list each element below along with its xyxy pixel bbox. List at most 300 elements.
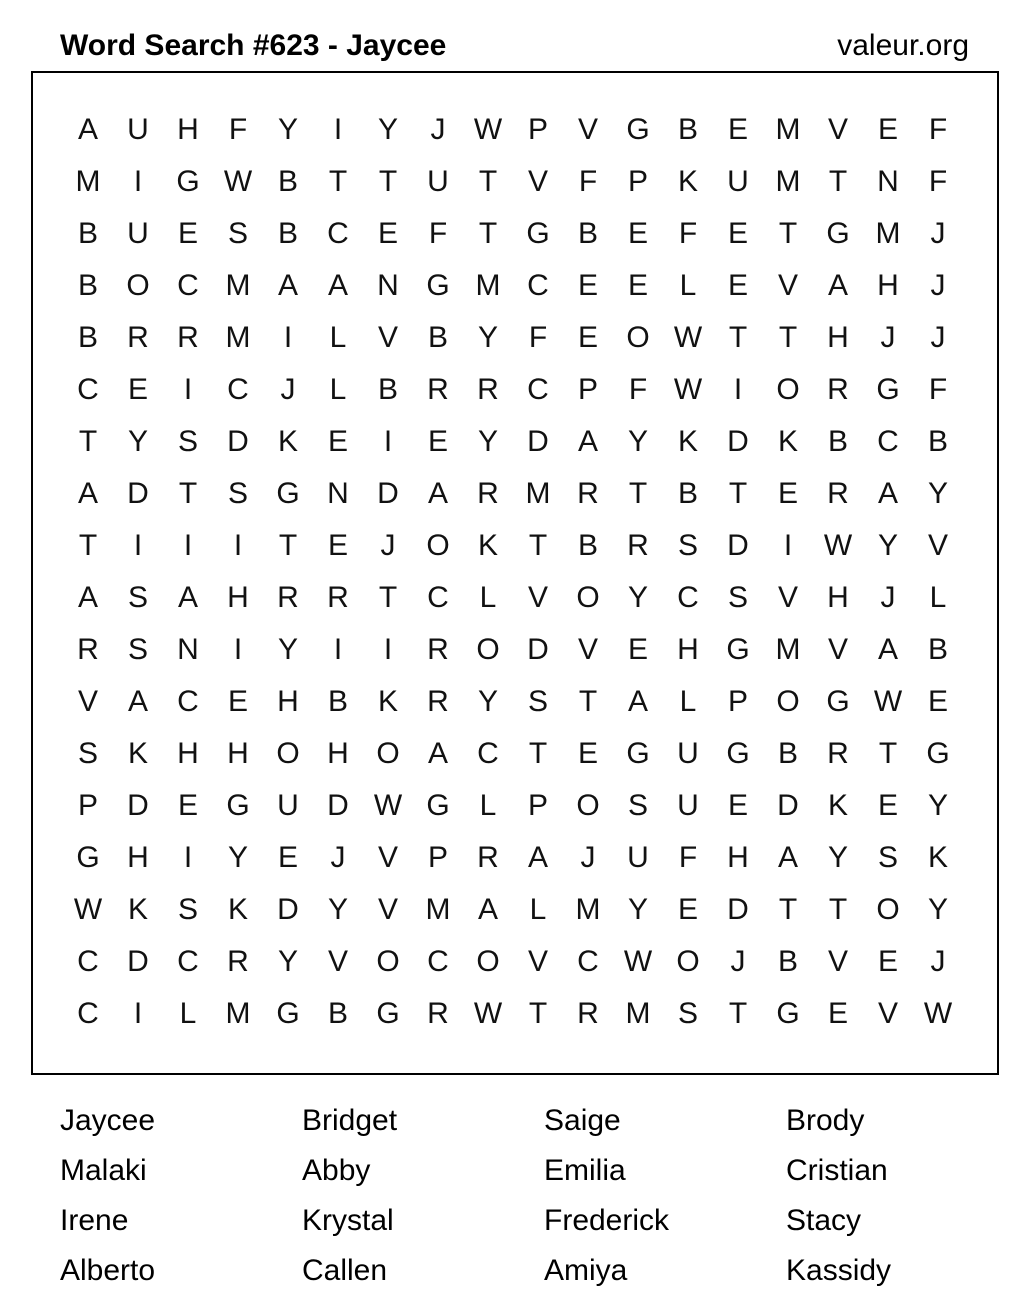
- grid-letter: T: [78, 529, 98, 562]
- grid-letter: D: [727, 893, 749, 926]
- grid-letter: D: [727, 425, 749, 458]
- grid-letter: W: [373, 789, 403, 822]
- grid-letter: H: [277, 685, 299, 718]
- grid-letter: I: [383, 633, 393, 666]
- grid-letter: T: [478, 217, 498, 250]
- grid-letter: V: [77, 685, 98, 718]
- grid-letter: R: [477, 477, 499, 510]
- grid-letter: V: [377, 841, 398, 874]
- grid-letter: I: [783, 529, 793, 562]
- grid-letter: O: [676, 945, 700, 978]
- grid-letter: I: [233, 633, 243, 666]
- grid-letter: Y: [927, 893, 948, 926]
- grid-letter: T: [628, 477, 648, 510]
- word-list-item: Kassidy: [786, 1254, 892, 1287]
- grid-letter: R: [177, 321, 199, 354]
- grid-letter: B: [277, 217, 298, 250]
- grid-letter: I: [133, 529, 143, 562]
- grid-letter: H: [227, 737, 249, 770]
- grid-letter: S: [177, 425, 198, 458]
- grid-letter: P: [577, 373, 598, 406]
- grid-letter: I: [283, 321, 293, 354]
- grid-letter: E: [577, 737, 598, 770]
- grid-letter: E: [727, 789, 748, 822]
- grid-letter: O: [476, 633, 500, 666]
- grid-letter: F: [678, 217, 698, 250]
- grid-letter: H: [877, 269, 899, 302]
- word-list-item: Irene: [60, 1204, 129, 1237]
- grid-letter: M: [525, 477, 551, 510]
- grid-letter: T: [478, 165, 498, 198]
- grid-letter: N: [327, 477, 349, 510]
- grid-letter: K: [127, 893, 148, 926]
- grid-letter: S: [527, 685, 548, 718]
- grid-letter: P: [627, 165, 648, 198]
- grid-letter: M: [225, 997, 251, 1030]
- grid-letter: S: [727, 581, 748, 614]
- grid-letter: S: [677, 529, 698, 562]
- grid-letter: C: [177, 945, 199, 978]
- grid-letter: V: [577, 633, 598, 666]
- grid-letter: V: [827, 113, 848, 146]
- grid-letter: E: [627, 217, 648, 250]
- grid-letter: R: [827, 373, 849, 406]
- grid-letter: D: [127, 477, 149, 510]
- grid-letter: M: [575, 893, 601, 926]
- grid-letter: E: [777, 477, 798, 510]
- grid-letter: A: [427, 477, 448, 510]
- grid-letter: S: [227, 477, 248, 510]
- word-list-item: Emilia: [544, 1154, 626, 1187]
- grid-letter: L: [329, 321, 347, 354]
- grid-letter: L: [479, 789, 497, 822]
- grid-letter: R: [477, 373, 499, 406]
- grid-letter: B: [777, 945, 798, 978]
- grid-letter: M: [225, 321, 251, 354]
- grid-letter: E: [227, 685, 248, 718]
- grid-letter: S: [677, 997, 698, 1030]
- grid-letter: D: [277, 893, 299, 926]
- grid-letter: E: [677, 893, 698, 926]
- grid-letter: R: [577, 477, 599, 510]
- grid-letter: W: [873, 685, 903, 718]
- grid-letter: S: [127, 633, 148, 666]
- grid-letter: B: [677, 113, 698, 146]
- grid-letter: G: [226, 789, 250, 822]
- grid-letter: T: [778, 217, 798, 250]
- grid-letter: E: [627, 269, 648, 302]
- grid-letter: O: [776, 373, 800, 406]
- grid-letter: A: [77, 113, 98, 146]
- grid-letter: T: [528, 529, 548, 562]
- grid-letter: W: [73, 893, 103, 926]
- grid-letter: E: [327, 529, 348, 562]
- grid-letter: R: [127, 321, 149, 354]
- grid-letter: B: [577, 217, 598, 250]
- grid-letter: K: [277, 425, 298, 458]
- word-list-item: Bridget: [302, 1104, 398, 1137]
- grid-letter: Y: [277, 945, 298, 978]
- grid-letter: P: [527, 113, 548, 146]
- grid-letter: F: [928, 165, 948, 198]
- grid-letter: I: [733, 373, 743, 406]
- grid-letter: I: [183, 841, 193, 874]
- grid-letter: G: [276, 477, 300, 510]
- grid-letter: T: [778, 321, 798, 354]
- grid-letter: K: [777, 425, 798, 458]
- grid-letter: H: [827, 581, 849, 614]
- grid-letter: O: [576, 581, 600, 614]
- grid-letter: R: [227, 945, 249, 978]
- grid-letter: G: [426, 269, 450, 302]
- grid-letter: O: [876, 893, 900, 926]
- grid-letter: Y: [477, 321, 498, 354]
- grid-letter: M: [475, 269, 501, 302]
- grid-letter: A: [877, 633, 898, 666]
- grid-letter: O: [626, 321, 650, 354]
- grid-letter: Y: [477, 685, 498, 718]
- grid-letter: E: [927, 685, 948, 718]
- grid-letter: I: [383, 425, 393, 458]
- grid-letter: H: [827, 321, 849, 354]
- grid-letter: C: [77, 945, 99, 978]
- grid-letter: J: [880, 321, 896, 354]
- grid-letter: V: [827, 945, 848, 978]
- grid-letter: G: [726, 737, 750, 770]
- word-list-item: Stacy: [786, 1204, 862, 1237]
- grid-letter: Y: [327, 893, 348, 926]
- grid-letter: Y: [627, 581, 648, 614]
- grid-letter: D: [527, 425, 549, 458]
- grid-letter: J: [880, 581, 896, 614]
- grid-letter: U: [127, 113, 149, 146]
- grid-letter: R: [427, 685, 449, 718]
- grid-letter: D: [777, 789, 799, 822]
- grid-letter: W: [823, 529, 853, 562]
- word-list-item: Frederick: [544, 1204, 670, 1237]
- grid-letter: R: [427, 373, 449, 406]
- word-list-item: Saige: [544, 1104, 621, 1137]
- grid-letter: C: [327, 217, 349, 250]
- grid-letter: M: [875, 217, 901, 250]
- grid-letter: E: [277, 841, 298, 874]
- grid-letter: C: [677, 581, 699, 614]
- grid-letter: W: [923, 997, 953, 1030]
- grid-letter: A: [77, 581, 98, 614]
- grid-letter: I: [133, 165, 143, 198]
- grid-letter: D: [527, 633, 549, 666]
- grid-letter: S: [627, 789, 648, 822]
- grid-letter: V: [377, 893, 398, 926]
- grid-letter: F: [678, 841, 698, 874]
- grid-letter: T: [828, 893, 848, 926]
- grid-letter: M: [775, 633, 801, 666]
- grid-letter: F: [628, 373, 648, 406]
- word-list-item: Alberto: [60, 1254, 156, 1287]
- grid-letter: S: [77, 737, 98, 770]
- grid-letter: O: [426, 529, 450, 562]
- grid-letter: B: [277, 165, 298, 198]
- grid-letter: G: [626, 737, 650, 770]
- grid-letter: W: [473, 113, 503, 146]
- grid-letter: T: [278, 529, 298, 562]
- grid-letter: G: [626, 113, 650, 146]
- grid-letter: E: [127, 373, 148, 406]
- grid-letter: O: [476, 945, 500, 978]
- grid-letter: B: [677, 477, 698, 510]
- grid-letter: W: [673, 373, 703, 406]
- grid-letter: B: [327, 997, 348, 1030]
- word-list-item: Cristian: [786, 1154, 888, 1187]
- grid-letter: C: [77, 997, 99, 1030]
- grid-letter: U: [277, 789, 299, 822]
- grid-letter: O: [376, 737, 400, 770]
- grid-letter: K: [227, 893, 248, 926]
- grid-letter: E: [577, 269, 598, 302]
- grid-letter: O: [776, 685, 800, 718]
- grid-letter: Y: [277, 633, 298, 666]
- grid-letter: V: [577, 113, 598, 146]
- grid-letter: V: [777, 581, 798, 614]
- grid-letter: R: [827, 737, 849, 770]
- grid-letter: R: [627, 529, 649, 562]
- grid-letter: E: [327, 425, 348, 458]
- grid-letter: B: [577, 529, 598, 562]
- grid-letter: I: [233, 529, 243, 562]
- grid-letter: O: [126, 269, 150, 302]
- grid-letter: S: [877, 841, 898, 874]
- grid-letter: E: [727, 217, 748, 250]
- grid-letter: K: [127, 737, 148, 770]
- grid-letter: T: [728, 477, 748, 510]
- grid-letter: M: [425, 893, 451, 926]
- grid-letter: F: [428, 217, 448, 250]
- grid-letter: Y: [927, 789, 948, 822]
- grid-letter: B: [927, 633, 948, 666]
- grid-letter: C: [427, 945, 449, 978]
- grid-letter: E: [727, 269, 748, 302]
- grid-letter: O: [276, 737, 300, 770]
- grid-letter: H: [227, 581, 249, 614]
- grid-letter: K: [927, 841, 948, 874]
- word-list-item: Amiya: [544, 1254, 628, 1287]
- grid-letter: S: [177, 893, 198, 926]
- grid-letter: G: [826, 685, 850, 718]
- grid-letter: C: [77, 373, 99, 406]
- grid-letter: U: [627, 841, 649, 874]
- grid-letter: C: [527, 373, 549, 406]
- grid-letter: L: [929, 581, 947, 614]
- grid-letter: T: [728, 321, 748, 354]
- grid-letter: R: [77, 633, 99, 666]
- grid-letter: E: [877, 789, 898, 822]
- grid-letter: V: [527, 581, 548, 614]
- grid-letter: L: [679, 269, 697, 302]
- grid-letter: T: [378, 165, 398, 198]
- grid-letter: L: [679, 685, 697, 718]
- site-name: valeur.org: [837, 29, 969, 62]
- grid-letter: G: [926, 737, 950, 770]
- grid-letter: B: [327, 685, 348, 718]
- grid-letter: T: [78, 425, 98, 458]
- grid-letter: Y: [127, 425, 148, 458]
- grid-letter: K: [377, 685, 398, 718]
- grid-letter: N: [877, 165, 899, 198]
- word-list-item: Jaycee: [60, 1104, 156, 1137]
- grid-letter: L: [179, 997, 197, 1030]
- grid-letter: Y: [827, 841, 848, 874]
- word-list-item: Malaki: [60, 1154, 147, 1187]
- grid-letter: C: [877, 425, 899, 458]
- grid-letter: T: [328, 165, 348, 198]
- grid-letter: A: [277, 269, 298, 302]
- grid-letter: C: [527, 269, 549, 302]
- grid-letter: Y: [877, 529, 898, 562]
- grid-letter: U: [427, 165, 449, 198]
- grid-letter: A: [177, 581, 198, 614]
- grid-letter: J: [330, 841, 346, 874]
- grid-letter: H: [127, 841, 149, 874]
- grid-letter: Y: [227, 841, 248, 874]
- grid-letter: M: [225, 269, 251, 302]
- grid-letter: T: [528, 997, 548, 1030]
- grid-letter: G: [776, 997, 800, 1030]
- grid-letter: C: [177, 685, 199, 718]
- grid-letter: A: [627, 685, 648, 718]
- grid-letter: M: [75, 165, 101, 198]
- grid-letter: E: [427, 425, 448, 458]
- grid-letter: Y: [477, 425, 498, 458]
- grid-letter: G: [76, 841, 100, 874]
- grid-letter: E: [177, 217, 198, 250]
- grid-letter: A: [427, 737, 448, 770]
- grid-letter: Y: [627, 425, 648, 458]
- grid-letter: T: [528, 737, 548, 770]
- grid-letter: D: [227, 425, 249, 458]
- grid-letter: W: [673, 321, 703, 354]
- grid-letter: P: [77, 789, 98, 822]
- grid-letter: U: [677, 789, 699, 822]
- grid-letter: I: [133, 997, 143, 1030]
- grid-letter: P: [427, 841, 448, 874]
- grid-letter: J: [380, 529, 396, 562]
- grid-letter: T: [878, 737, 898, 770]
- grid-letter: I: [333, 633, 343, 666]
- grid-letter: J: [930, 945, 946, 978]
- grid-letter: R: [827, 477, 849, 510]
- grid-letter: E: [877, 113, 898, 146]
- grid-letter: A: [577, 425, 598, 458]
- grid-letter: V: [927, 529, 948, 562]
- word-list-item: Krystal: [302, 1204, 394, 1237]
- grid-letter: D: [127, 789, 149, 822]
- grid-letter: R: [427, 997, 449, 1030]
- grid-letter: U: [677, 737, 699, 770]
- grid-letter: D: [127, 945, 149, 978]
- grid-letter: J: [580, 841, 596, 874]
- grid-letter: W: [623, 945, 653, 978]
- grid-letter: L: [329, 373, 347, 406]
- grid-letter: V: [377, 321, 398, 354]
- grid-letter: T: [828, 165, 848, 198]
- grid-letter: K: [677, 165, 698, 198]
- grid-letter: B: [427, 321, 448, 354]
- grid-letter: B: [377, 373, 398, 406]
- grid-letter: Y: [927, 477, 948, 510]
- grid-letter: J: [930, 217, 946, 250]
- grid-letter: F: [928, 373, 948, 406]
- grid-letter: H: [727, 841, 749, 874]
- grid-letter: G: [726, 633, 750, 666]
- grid-letter: A: [527, 841, 548, 874]
- grid-letter: A: [77, 477, 98, 510]
- grid-letter: G: [376, 997, 400, 1030]
- grid-letter: N: [377, 269, 399, 302]
- grid-letter: R: [577, 997, 599, 1030]
- grid-letter: A: [827, 269, 848, 302]
- grid-letter: Y: [627, 893, 648, 926]
- grid-letter: E: [877, 945, 898, 978]
- grid-letter: S: [127, 581, 148, 614]
- grid-letter: T: [728, 997, 748, 1030]
- grid-letter: A: [777, 841, 798, 874]
- grid-letter: M: [625, 997, 651, 1030]
- grid-letter: P: [727, 685, 748, 718]
- grid-letter: H: [677, 633, 699, 666]
- grid-letter: J: [730, 945, 746, 978]
- grid-letter: V: [327, 945, 348, 978]
- word-list-item: Callen: [302, 1254, 388, 1287]
- grid-letter: C: [427, 581, 449, 614]
- grid-letter: L: [479, 581, 497, 614]
- grid-letter: D: [327, 789, 349, 822]
- grid-letter: D: [377, 477, 399, 510]
- grid-letter: E: [377, 217, 398, 250]
- grid-letter: M: [775, 113, 801, 146]
- grid-letter: E: [177, 789, 198, 822]
- grid-letter: W: [473, 997, 503, 1030]
- grid-letter: C: [577, 945, 599, 978]
- grid-letter: T: [778, 893, 798, 926]
- grid-letter: J: [430, 113, 446, 146]
- grid-letter: G: [826, 217, 850, 250]
- grid-letter: P: [527, 789, 548, 822]
- grid-letter: U: [727, 165, 749, 198]
- grid-letter: M: [775, 165, 801, 198]
- grid-letter: I: [333, 113, 343, 146]
- grid-letter: F: [528, 321, 548, 354]
- grid-letter: E: [727, 113, 748, 146]
- grid-letter: J: [930, 321, 946, 354]
- grid-letter: F: [578, 165, 598, 198]
- grid-letter: J: [280, 373, 296, 406]
- grid-letter: G: [426, 789, 450, 822]
- grid-letter: I: [183, 529, 193, 562]
- grid-letter: V: [527, 945, 548, 978]
- grid-letter: A: [877, 477, 898, 510]
- grid-letter: O: [576, 789, 600, 822]
- grid-letter: V: [527, 165, 548, 198]
- grid-letter: G: [176, 165, 200, 198]
- grid-letter: A: [327, 269, 348, 302]
- grid-letter: T: [378, 581, 398, 614]
- grid-letter: F: [928, 113, 948, 146]
- grid-letter: C: [227, 373, 249, 406]
- grid-letter: I: [183, 373, 193, 406]
- grid-letter: D: [727, 529, 749, 562]
- word-list: [60, 1098, 1028, 1298]
- grid-letter: C: [177, 269, 199, 302]
